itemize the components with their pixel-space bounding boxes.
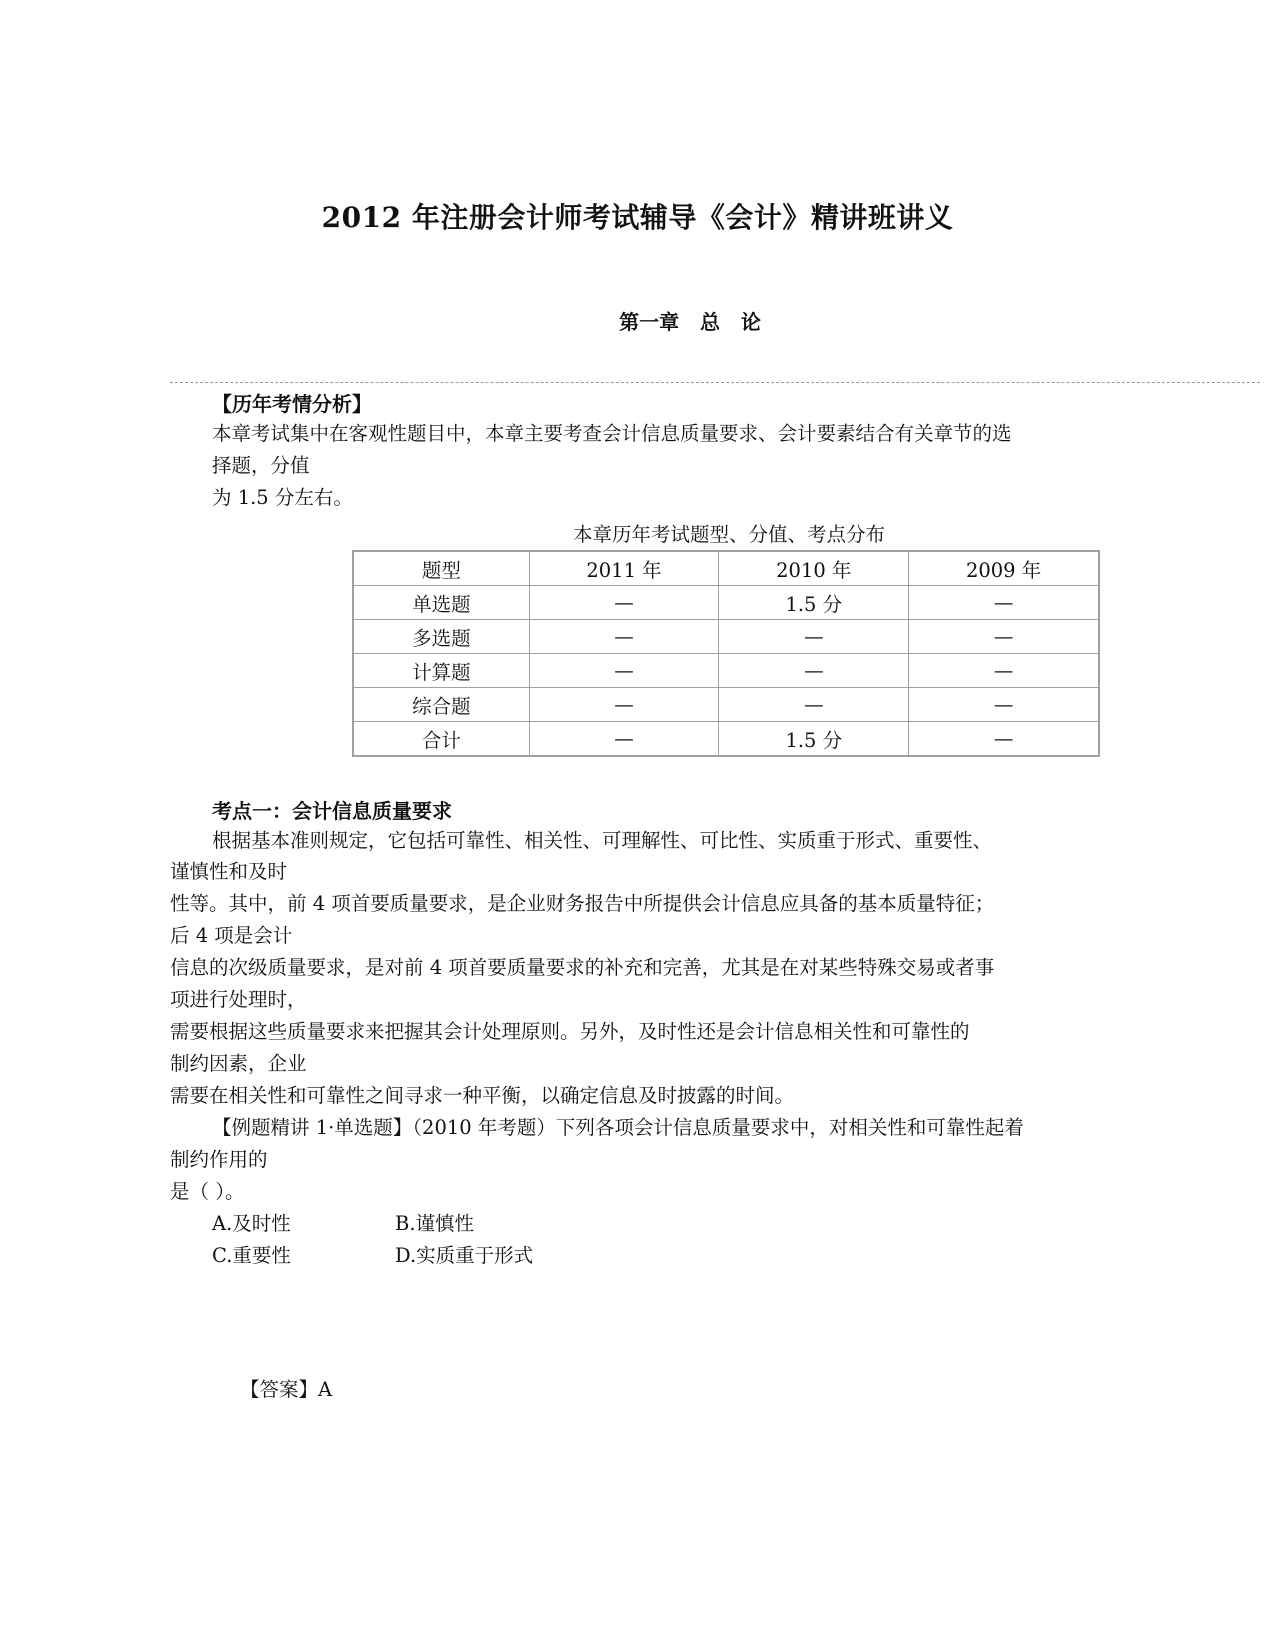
point-line: 谨慎性和及时 bbox=[170, 860, 288, 883]
table-cell: 合计 bbox=[353, 722, 529, 757]
point-line: 信息的次级质量要求，是对前 4 项首要质量要求的补充和完善，尤其是在对某些特殊交易或者事 bbox=[170, 956, 995, 979]
option-d: D.实质重于形式 bbox=[395, 1244, 534, 1267]
table-row bbox=[353, 586, 1099, 620]
table-cell: 计算题 bbox=[353, 654, 529, 688]
point-line: 制约因素，企业 bbox=[170, 1052, 307, 1075]
example-question-line: 制约作用的 bbox=[170, 1148, 268, 1171]
table-header-cell: 2011 年 bbox=[529, 551, 719, 586]
table-cell: — bbox=[719, 620, 909, 654]
answer: 【答案】A bbox=[240, 1378, 333, 1401]
analysis-heading: 【历年考情分析】 bbox=[212, 392, 372, 416]
table-cell: — bbox=[719, 688, 909, 722]
point-line: 根据基本准则规定，它包括可靠性、相关性、可理解性、可比性、实质重于形式、重要性、 bbox=[212, 829, 993, 852]
chapter-title: 第一章 总 论 bbox=[619, 310, 761, 334]
table-header-cell: 题型 bbox=[353, 551, 529, 586]
point-line: 项进行处理时， bbox=[170, 988, 307, 1011]
table-row bbox=[353, 620, 1099, 654]
option-a: A.及时性 bbox=[212, 1212, 291, 1235]
option-b: B.谨慎性 bbox=[395, 1212, 475, 1235]
section-divider bbox=[170, 382, 1260, 383]
table-cell: 综合题 bbox=[353, 688, 529, 722]
table-header-row bbox=[353, 551, 1099, 586]
table-cell: — bbox=[719, 654, 909, 688]
example-question-line: 【例题精讲 1·单选题】（2010 年考题）下列各项会计信息质量要求中，对相关性和可靠性起着 bbox=[212, 1116, 1024, 1139]
analysis-line: 本章考试集中在客观性题目中，本章主要考查会计信息质量要求、会计要素结合有关章节的选 bbox=[212, 422, 1012, 445]
table-header-cell: 2009 年 bbox=[909, 551, 1099, 586]
table-header-cell: 2010 年 bbox=[719, 551, 909, 586]
table-cell: — bbox=[529, 620, 719, 654]
point-line: 需要在相关性和可靠性之间寻求一种平衡，以确定信息及时披露的时间。 bbox=[170, 1084, 795, 1107]
table-cell: — bbox=[909, 688, 1099, 722]
table-cell: 单选题 bbox=[353, 586, 529, 620]
table-cell: — bbox=[909, 620, 1099, 654]
exam-distribution-table bbox=[352, 550, 1100, 757]
analysis-line: 择题，分值 bbox=[212, 454, 310, 477]
table-cell: — bbox=[909, 654, 1099, 688]
point-line: 后 4 项是会计 bbox=[170, 924, 293, 947]
point-heading: 考点一：会计信息质量要求 bbox=[212, 799, 452, 823]
table-cell: — bbox=[909, 586, 1099, 620]
point-line: 需要根据这些质量要求来把握其会计处理原则。另外，及时性还是会计信息相关性和可靠性的 bbox=[170, 1020, 970, 1043]
table-caption: 本章历年考试题型、分值、考点分布 bbox=[572, 523, 885, 546]
table-cell: 1.5 分 bbox=[719, 722, 909, 757]
table-cell: — bbox=[529, 586, 719, 620]
table-cell: — bbox=[529, 654, 719, 688]
table-cell: — bbox=[529, 688, 719, 722]
table-cell: — bbox=[529, 722, 719, 757]
option-c: C.重要性 bbox=[212, 1244, 291, 1267]
table-cell: — bbox=[909, 722, 1099, 757]
document-title: 2012 年注册会计师考试辅导《会计》精讲班讲义 bbox=[321, 201, 954, 234]
analysis-line: 为 1.5 分左右。 bbox=[212, 486, 353, 509]
example-question-line: 是（ ）。 bbox=[170, 1180, 245, 1203]
table-row bbox=[353, 654, 1099, 688]
table-cell: 1.5 分 bbox=[719, 586, 909, 620]
table-row bbox=[353, 722, 1099, 757]
table-cell: 多选题 bbox=[353, 620, 529, 654]
table-row bbox=[353, 688, 1099, 722]
point-line: 性等。其中，前 4 项首要质量要求，是企业财务报告中所提供会计信息应具备的基本质量特征； bbox=[170, 892, 995, 915]
